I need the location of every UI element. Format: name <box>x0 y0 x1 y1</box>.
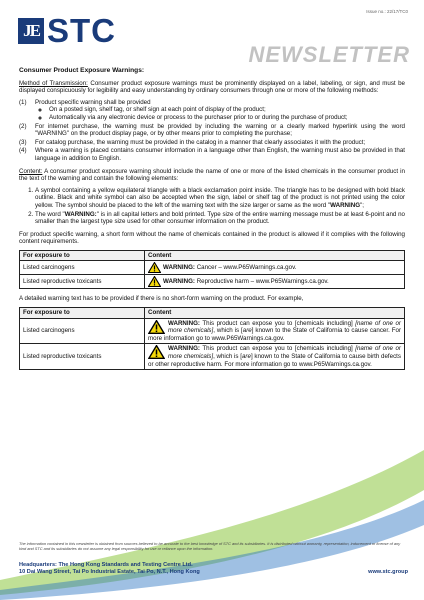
warning-text: This product can expose you to [chemicals including] <box>199 319 356 327</box>
method-intro: Consumer product exposure warnings must be prominently displayed on a label, labeling, or sign, and must be displayed conspicuously for legibility and easy understanding by ordinary consumers through one or more of the following methods: <box>19 79 406 95</box>
table-row <box>20 261 405 275</box>
warning-text: , which is [ <box>213 353 242 361</box>
warning-triangle-icon <box>148 320 165 334</box>
bullet-item: ◦ On a posted sign, shelf tag, or shelf sign at each point of display of the product; <box>49 106 348 114</box>
method-list <box>19 99 405 163</box>
table-row <box>20 275 405 289</box>
warning-triangle-icon <box>148 345 165 359</box>
list-number: (2) <box>19 122 27 130</box>
list-number: (3) <box>19 138 27 146</box>
detailed-intro: A detailed warning text has to be provided if there is no short-form warning on the product. For example, <box>19 295 304 303</box>
newsletter-title: NEWSLETTER <box>248 42 410 67</box>
content-cell <box>145 318 405 344</box>
warning-text: Cancer – www.P65Warnings.ca.gov. <box>194 264 297 272</box>
warning-label: WARNING: <box>168 345 200 353</box>
table-header-row <box>20 308 405 319</box>
content-item-end: "; <box>360 201 364 209</box>
stc-logo <box>18 12 116 49</box>
disclaimer-note: The information contained in this newsletter is obtained from sources believed to be accurate to the best knowledge of STC and its subsidiaries. It is distributed without warranty, representation, inducement or license of any kind and STC and its subsidiaries do not assume any legal responsibility for use or reliance upon the information. <box>19 541 401 551</box>
content-cell <box>145 261 405 275</box>
method-item-3 <box>19 139 405 147</box>
content-cell <box>145 344 405 370</box>
method-item-1 <box>19 99 405 122</box>
method-paragraph <box>19 80 405 95</box>
table-header-row <box>20 250 405 261</box>
website-link[interactable]: www.stc.group <box>368 569 408 575</box>
content-intro: A consumer product exposure warning should include the name of one or more of the listed chemicals in the consumer product in the text of the warning and contain the following elements: <box>19 167 405 183</box>
logo-text: STC <box>47 12 116 49</box>
warning-label: WARNING: <box>168 319 200 327</box>
content-cell <box>145 275 405 289</box>
warning-text: ] known to the State of California to cause birth defects or other reproductive harm. For more information go to www.P65Warnings.ca.gov. <box>148 353 401 368</box>
article-body <box>19 67 405 376</box>
address-line: 10 Dai Wang Street, Tai Po Industrial Estate, Tai Po, N.T., Hong Kong <box>19 569 200 575</box>
content-item-text: The word " <box>35 210 65 218</box>
table-header-exposure: For exposure to <box>20 308 145 319</box>
table-row <box>20 318 405 344</box>
content-item-1 <box>35 187 405 210</box>
chemical-placeholder: [name of one or more chemicals] <box>168 345 401 361</box>
warning-label: WARNING: <box>163 278 195 286</box>
exposure-cell: Listed carcinogens <box>20 318 145 344</box>
warning-triangle-icon <box>148 276 161 287</box>
content-item-2 <box>35 211 405 226</box>
content-paragraph <box>19 168 405 183</box>
content-item-text: " is in all capital letters and bold printed. Type size of the entire warning message must be at least 6-point and no smaller than the largest type size used for other consumer information on the product. <box>35 210 405 226</box>
warning-text: ] known to the State of California to cause cancer. For more information go to www.P65Warnings.ca.gov. <box>148 327 402 342</box>
content-list <box>19 187 405 226</box>
detailed-warning-table <box>19 307 405 370</box>
table-header-content: Content <box>145 250 405 261</box>
issue-number: Issue no.: 22/17/TC0 <box>366 9 408 14</box>
exposure-cell: Listed reproductive toxicants <box>20 344 145 370</box>
method-bullets <box>35 106 348 121</box>
warning-text: , which is [ <box>213 327 243 335</box>
exposure-cell: Listed carcinogens <box>20 261 145 275</box>
warning-word: WARNING <box>330 201 361 209</box>
method-item-text: Where a warning is placed contains consumer information in a language other than English, the warning must also be provided in that language in addition to English. <box>35 147 405 162</box>
method-item-text: For internet purchase, the warning must be provided by including the warning or a clearly marked hyperlink using the word "WARNING" on the product display page, or by other means prior to completing the purchase; <box>35 122 405 138</box>
warning-text: Reproductive harm – www.P65Warnings.ca.gov. <box>194 278 329 286</box>
warning-label: WARNING: <box>163 264 195 272</box>
short-form-table <box>19 250 405 290</box>
headquarters-line: Headquarters: The Hong Kong Standards and Testing Centre Ltd. <box>19 562 193 568</box>
exposure-cell: Listed reproductive toxicants <box>20 275 145 289</box>
table-header-exposure: For exposure to <box>20 250 145 261</box>
bullet-item: ◦ Automatically via any electronic device or process to the purchaser prior to or during the purchase of product; <box>49 114 348 122</box>
method-item-4 <box>19 147 405 162</box>
section-title: Consumer Product Exposure Warnings: <box>19 67 145 74</box>
footer-address <box>19 562 200 576</box>
warning-word: WARNING: <box>64 210 97 218</box>
verb-placeholder: are <box>242 327 252 335</box>
method-item-2 <box>19 123 405 138</box>
short-form-intro: For product specific warning, a short form without the name of chemicals contained in the product is allowed if it complies with the following content requirements. <box>19 230 405 246</box>
content-item-text: A symbol containing a yellow equilateral triangle with a black exclamation point inside. The triangle has to be designed with bold black outline. Black and white symbol can also be accepted when the sign, label or shelf tag of the product is not printed using the color yellow. The symbol should be placed to the left of the warning text with the size larger or same as the word " <box>35 186 405 209</box>
logo-mark: JE <box>18 18 44 44</box>
chemical-placeholder: [name of one or more chemicals] <box>168 319 401 335</box>
table-row <box>20 344 405 370</box>
table-header-content: Content <box>145 308 405 319</box>
method-item-text: Product specific warning shall be provided <box>35 98 151 106</box>
method-item-text: For catalog purchase, the warning must be provided in the catalog in a manner that clearly associates it with the product; <box>35 138 366 146</box>
method-label: Method of Transmission: <box>19 79 88 87</box>
content-label: Content: <box>19 167 43 175</box>
list-number: (4) <box>19 147 27 155</box>
list-number: (1) <box>19 98 27 106</box>
verb-placeholder: are <box>241 353 251 361</box>
warning-triangle-icon <box>148 262 161 273</box>
warning-text: This product can expose you to [chemicals including] <box>199 345 356 353</box>
